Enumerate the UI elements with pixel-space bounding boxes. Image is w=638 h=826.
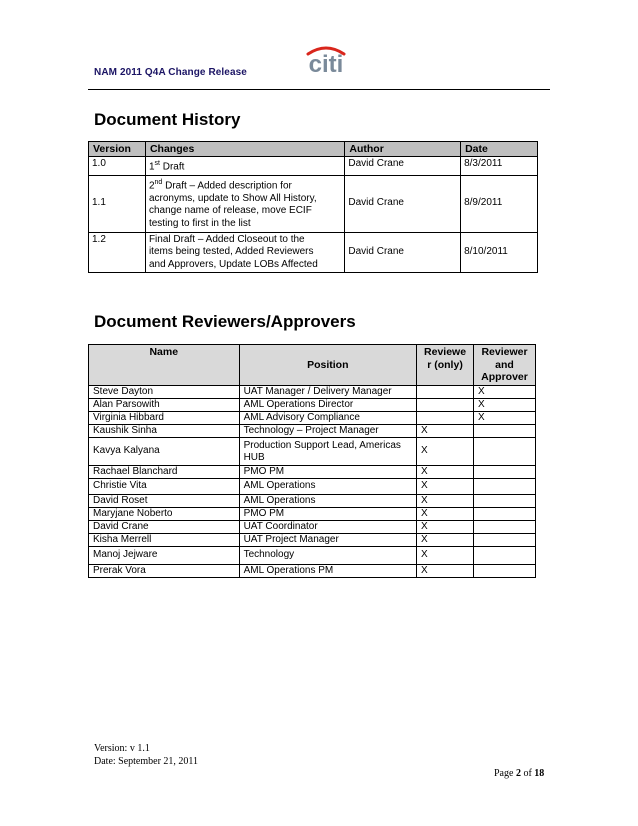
table-row [89, 465, 536, 478]
name-cell: Steve Dayton [89, 385, 240, 398]
position-cell: Technology [239, 546, 416, 564]
table-row [89, 437, 536, 465]
date-cell: 8/10/2011 [461, 232, 538, 273]
page-mid: of [520, 768, 535, 779]
position-cell: AML Operations PM [239, 564, 416, 577]
column-header-position: Position [239, 345, 416, 386]
approver-cell: X [474, 398, 536, 411]
page-number [494, 768, 544, 779]
changes-cell [145, 232, 344, 273]
changes-line: items being tested, Added Reviewers [148, 246, 314, 258]
author-cell: David Crane [345, 232, 461, 273]
changes-text: Draft [159, 161, 185, 173]
reviewer-cell [417, 398, 474, 411]
date-cell: 8/9/2011 [461, 175, 538, 232]
author-cell: David Crane [345, 175, 461, 232]
position-line: HUB [243, 451, 265, 463]
changes-line: 2nd Draft – Added description for [148, 178, 292, 192]
column-header-version: Version [89, 142, 146, 157]
position-cell: AML Operations [239, 478, 416, 494]
table-row [89, 533, 536, 546]
name-cell: Christie Vita [89, 478, 240, 494]
approver-cell [474, 465, 536, 478]
approver-cell [474, 478, 536, 494]
column-header-author: Author [345, 142, 461, 157]
changes-cell: 1st Draft [145, 157, 344, 176]
page-prefix: Page [494, 768, 516, 779]
table-row [89, 232, 538, 273]
approver-cell: X [474, 385, 536, 398]
table-row [89, 494, 536, 507]
changes-line: testing to first in the list [148, 218, 251, 230]
column-header-reviewer-and-approver [474, 345, 536, 386]
footer-version: Version: v 1.1 [94, 743, 150, 754]
header-line: r (only) [427, 358, 463, 371]
document-history-title: Document History [94, 110, 241, 129]
reviewer-cell: X [417, 520, 474, 533]
table-row [89, 507, 536, 520]
changes-cell [145, 175, 344, 232]
column-header-date: Date [461, 142, 538, 157]
table-row [89, 175, 538, 232]
header-divider [88, 89, 550, 90]
date-cell: 8/3/2011 [461, 157, 538, 176]
table-header-row [89, 345, 536, 386]
header-line: and [495, 358, 514, 371]
name-cell: Maryjane Noberto [89, 507, 240, 520]
position-cell: AML Operations [239, 494, 416, 507]
position-cell: PMO PM [239, 507, 416, 520]
header-line: Reviewer [481, 346, 528, 358]
table-row [89, 478, 536, 494]
document-history-table [88, 141, 538, 273]
reviewer-cell: X [417, 507, 474, 520]
column-header-name: Name [89, 345, 240, 386]
position-cell: UAT Coordinator [239, 520, 416, 533]
column-header-changes: Changes [145, 142, 344, 157]
name-cell: Alan Parsowith [89, 398, 240, 411]
table-row [89, 157, 538, 176]
header-title: NAM 2011 Q4A Change Release [94, 67, 247, 78]
header-line: Reviewe [424, 346, 467, 358]
reviewer-cell [417, 411, 474, 424]
reviewer-cell: X [417, 564, 474, 577]
changes-line: change name of release, move ECIF [148, 205, 312, 217]
citi-logo [296, 44, 356, 74]
reviewer-cell: X [417, 494, 474, 507]
name-cell: Virginia Hibbard [89, 411, 240, 424]
position-cell: AML Advisory Compliance [239, 411, 416, 424]
column-header-reviewer-only [417, 345, 474, 386]
name-cell: Kavya Kalyana [89, 437, 240, 465]
name-cell: David Crane [89, 520, 240, 533]
name-cell: David Roset [89, 494, 240, 507]
version-cell: 1.2 [89, 232, 146, 273]
name-cell: Rachael Blanchard [89, 465, 240, 478]
name-cell: Kisha Merrell [89, 533, 240, 546]
version-cell: 1.0 [89, 157, 146, 176]
approver-cell [474, 494, 536, 507]
reviewer-cell [417, 385, 474, 398]
table-row [89, 520, 536, 533]
name-cell: Kaushik Sinha [89, 424, 240, 437]
approver-cell [474, 520, 536, 533]
name-cell: Manoj Jejware [89, 546, 240, 564]
reviewer-cell: X [417, 478, 474, 494]
reviewers-approvers-table [88, 344, 536, 578]
approver-cell [474, 533, 536, 546]
author-cell: David Crane [345, 157, 461, 176]
approver-cell: X [474, 411, 536, 424]
approver-cell [474, 564, 536, 577]
reviewer-cell: X [417, 465, 474, 478]
position-cell [239, 437, 416, 465]
reviewer-cell: X [417, 437, 474, 465]
changes-line: acronyms, update to Show All History, [148, 192, 317, 204]
table-row [89, 546, 536, 564]
table-row [89, 411, 536, 424]
approver-cell [474, 437, 536, 465]
table-row [89, 424, 536, 437]
page-total: 18 [534, 768, 545, 779]
changes-line: and Approvers, Update LOBs Affected [148, 258, 318, 270]
reviewer-cell: X [417, 546, 474, 564]
table-row [89, 398, 536, 411]
reviewer-cell: X [417, 424, 474, 437]
approver-cell [474, 424, 536, 437]
reviewers-approvers-title: Document Reviewers/Approvers [94, 312, 356, 331]
reviewers-table-body [89, 385, 536, 577]
position-line: Production Support Lead, Americas [243, 439, 401, 451]
table-row [89, 564, 536, 577]
page-current: 2 [515, 768, 521, 779]
position-cell: Technology – Project Manager [239, 424, 416, 437]
reviewer-cell: X [417, 533, 474, 546]
name-cell: Prerak Vora [89, 564, 240, 577]
table-header-row [89, 142, 538, 157]
position-cell: AML Operations Director [239, 398, 416, 411]
changes-line: Final Draft – Added Closeout to the [148, 233, 305, 245]
logo-text: citi [308, 51, 344, 74]
approver-cell [474, 507, 536, 520]
version-cell: 1.1 [89, 175, 146, 232]
position-cell: UAT Project Manager [239, 533, 416, 546]
approver-cell [474, 546, 536, 564]
position-cell: PMO PM [239, 465, 416, 478]
footer-date: Date: September 21, 2011 [94, 756, 199, 767]
table-row [89, 385, 536, 398]
header-line: Approver [481, 371, 528, 383]
position-cell: UAT Manager / Delivery Manager [239, 385, 416, 398]
